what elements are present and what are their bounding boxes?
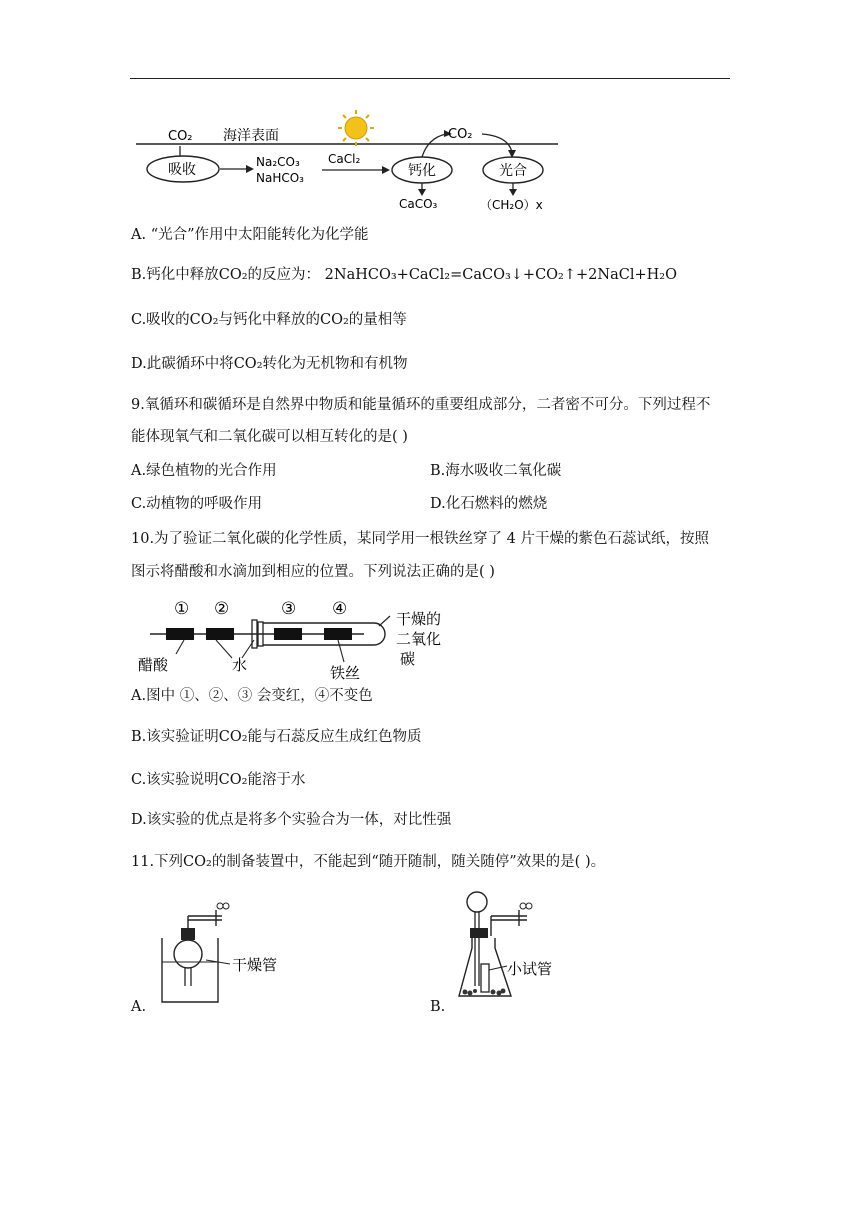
label-dry-2: 二氧化 — [396, 630, 442, 648]
label-dry-3: 碳 — [400, 650, 416, 668]
q9-option-b: B.海水吸收二氧化碳 — [430, 463, 562, 479]
label-na2co3: Na₂CO₃ — [256, 155, 300, 169]
label-small-tube: 小试管 — [507, 960, 553, 978]
label-co2-right: CO₂ — [448, 127, 473, 142]
label-co2-top: CO₂ — [168, 129, 193, 144]
q10-option-b: B.该实验证明CO₂能与石蕊反应生成红色物质 — [131, 729, 422, 745]
q8-option-a: A. “光合”作用中太阳能转化为化学能 — [131, 227, 369, 243]
q10-option-a: A.图中 ①、②、③ 会变红，④不变色 — [131, 688, 373, 704]
label-absorb: 吸收 — [168, 162, 196, 178]
q8-option-c: C.吸收的CO₂与钙化中释放的CO₂的量相等 — [131, 312, 407, 328]
label-caco3: CaCO₃ — [399, 197, 438, 211]
clamp-icon-b — [519, 903, 532, 926]
q9-stem-line2: 能体现氧气和二氧化碳可以相互转化的是( ) — [131, 429, 408, 445]
q11-stem: 11.下列CO₂的制备装置中，不能起到“随开随制，随关随停”效果的是( )。 — [131, 854, 606, 870]
label-n2: ② — [214, 599, 230, 619]
label-n1: ① — [174, 599, 190, 619]
rubber-stopper-b — [470, 928, 488, 938]
litmus-paper-2 — [206, 628, 234, 640]
q10-option-d: D.该实验的优点是将多个实验合为一体，对比性强 — [131, 812, 452, 828]
q11-label-b: B. — [430, 999, 446, 1015]
label-n3: ③ — [281, 599, 297, 619]
carbon-cycle-diagram — [128, 106, 568, 216]
litmus-paper-4 — [324, 628, 352, 640]
q10-stem-line2: 图示将醋酸和水滴加到相应的位置。下列说法正确的是( ) — [131, 564, 495, 580]
sun-icon — [338, 110, 374, 146]
label-photosynthesis: 光合 — [499, 163, 527, 179]
label-sea-surface: 海洋表面 — [223, 128, 279, 144]
label-drying-tube: 干燥管 — [232, 956, 278, 974]
funnel — [467, 892, 487, 912]
label-nahco3: NaHCO₃ — [256, 171, 304, 185]
q9-option-a: A.绿色植物的光合作用 — [131, 463, 277, 479]
q10-stem-line1: 10.为了验证二氧化碳的化学性质，某同学用一根铁丝穿了 4 片干燥的紫色石蕊试纸，按照 — [131, 531, 709, 547]
drying-tube — [174, 940, 202, 968]
rubber-stopper — [181, 928, 195, 940]
label-water: 水 — [232, 656, 248, 674]
apparatus-b-diagram — [455, 886, 595, 1010]
label-dry-1: 干燥的 — [396, 610, 442, 628]
label-calcify: 钙化 — [408, 163, 436, 179]
clamp-icon — [216, 903, 229, 926]
small-test-tube — [481, 964, 489, 992]
q9-option-d: D.化石燃料的燃烧 — [430, 496, 548, 512]
label-n4: ④ — [332, 599, 348, 619]
apparatus-a-diagram — [160, 898, 290, 1006]
label-iron-wire: 铁丝 — [330, 664, 361, 680]
q11-label-a: A. — [131, 999, 147, 1015]
q10-option-c: C.该实验说明CO₂能溶于水 — [131, 772, 306, 788]
label-vinegar: 醋酸 — [138, 656, 169, 674]
header-rule — [130, 78, 730, 79]
q8-option-d: D.此碳循环中将CO₂转化为无机物和有机物 — [131, 356, 408, 372]
litmus-paper-1 — [166, 628, 194, 640]
q9-option-c: C.动植物的呼吸作用 — [131, 496, 263, 512]
litmus-experiment-diagram — [134, 596, 464, 680]
q8-option-b: B.钙化中释放CO₂的反应为： 2NaHCO₃+CaCl₂=CaCO₃↓+CO₂↑+2NaCl+H₂O — [131, 267, 677, 283]
label-ch2o: （CH₂O）x — [480, 198, 543, 212]
label-cacl2: CaCl₂ — [328, 152, 361, 166]
q9-stem-line1: 9.氧循环和碳循环是自然界中物质和能量循环的重要组成部分，二者密不可分。下列过程不 — [131, 397, 711, 413]
beaker — [162, 938, 218, 1002]
litmus-paper-3 — [274, 628, 302, 640]
